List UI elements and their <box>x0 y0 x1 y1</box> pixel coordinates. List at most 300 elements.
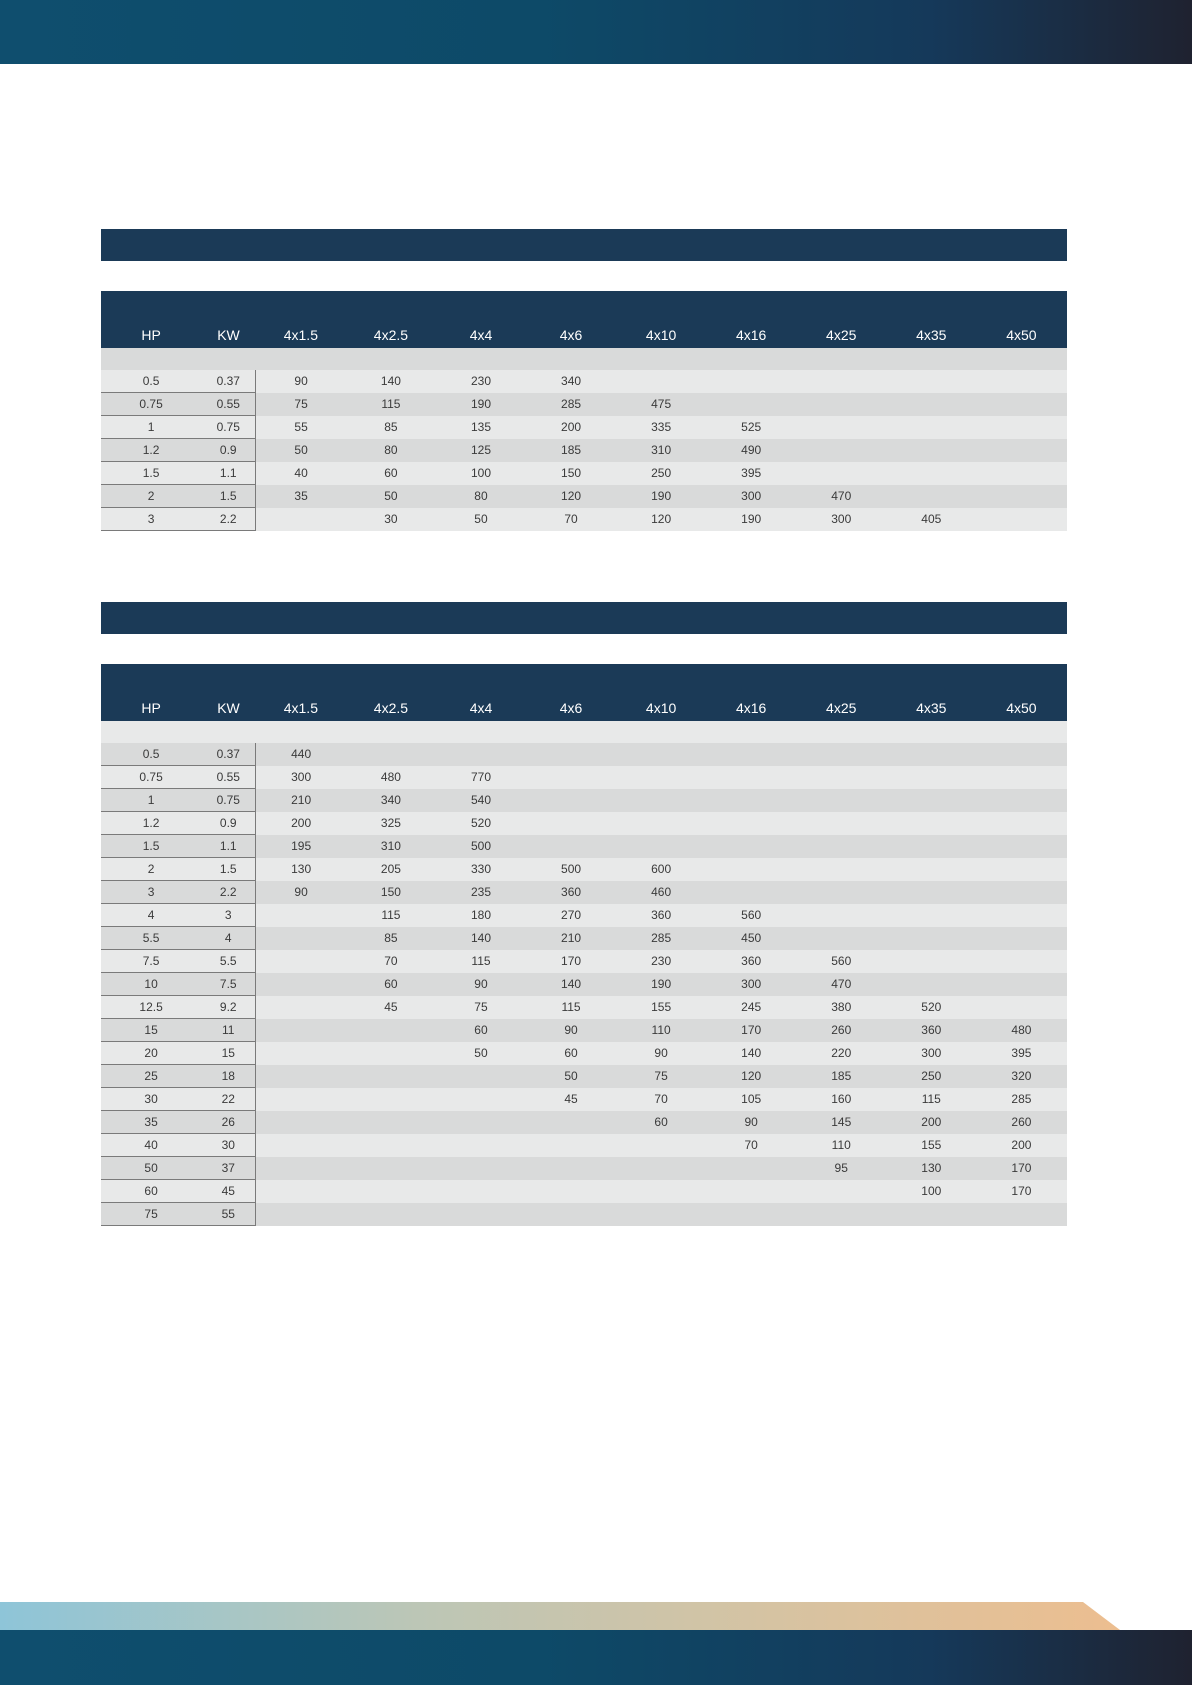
length-cell <box>796 439 886 462</box>
length-cell <box>976 508 1066 531</box>
table-row <box>101 1134 1067 1157</box>
length-cell <box>706 881 796 904</box>
length-cell <box>976 485 1066 508</box>
length-cell: 260 <box>796 1019 886 1042</box>
length-cell <box>616 789 706 812</box>
length-cell: 600 <box>616 858 706 881</box>
length-cell: 440 <box>256 743 346 766</box>
length-cell <box>796 393 886 416</box>
table-row <box>101 881 1067 904</box>
length-cell: 340 <box>346 789 436 812</box>
hp-cell: 50 <box>101 1157 201 1180</box>
header-4x4: 4x4 <box>436 664 526 721</box>
length-cell: 205 <box>346 858 436 881</box>
length-cell: 75 <box>436 996 526 1019</box>
cable-length-table-2 <box>101 664 1067 1226</box>
kw-cell: 1.5 <box>201 858 256 881</box>
length-cell: 210 <box>256 789 346 812</box>
table-row <box>101 950 1067 973</box>
length-cell <box>706 858 796 881</box>
table-row <box>101 996 1067 1019</box>
length-cell <box>796 743 886 766</box>
table-row <box>101 1203 1067 1226</box>
table-row <box>101 927 1067 950</box>
header-hp: HP <box>101 291 201 348</box>
kw-cell: 0.9 <box>201 439 256 462</box>
length-cell: 110 <box>616 1019 706 1042</box>
length-cell: 520 <box>436 812 526 835</box>
length-cell: 110 <box>796 1134 886 1157</box>
length-cell <box>256 1134 346 1157</box>
length-cell <box>976 950 1066 973</box>
length-cell <box>256 927 346 950</box>
length-cell <box>526 789 616 812</box>
kw-cell: 0.55 <box>201 393 256 416</box>
length-cell: 130 <box>256 858 346 881</box>
length-cell: 360 <box>526 881 616 904</box>
spacer-cell <box>101 348 201 370</box>
length-cell: 115 <box>886 1088 976 1111</box>
header-4x16: 4x16 <box>706 664 796 721</box>
length-cell <box>976 858 1066 881</box>
length-cell: 90 <box>256 370 346 393</box>
kw-cell: 0.55 <box>201 766 256 789</box>
length-cell <box>886 904 976 927</box>
length-cell <box>256 1065 346 1088</box>
hp-cell: 3 <box>101 508 201 531</box>
header-4x35: 4x35 <box>886 291 976 348</box>
kw-cell: 11 <box>201 1019 256 1042</box>
length-cell <box>796 812 886 835</box>
length-cell <box>706 393 796 416</box>
hp-cell: 4 <box>101 904 201 927</box>
length-cell: 115 <box>436 950 526 973</box>
length-cell <box>976 370 1066 393</box>
length-cell <box>976 789 1066 812</box>
length-cell <box>526 812 616 835</box>
header-4x2-5: 4x2.5 <box>346 291 436 348</box>
length-cell <box>796 927 886 950</box>
hp-cell: 30 <box>101 1088 201 1111</box>
spacer-cell <box>256 721 346 743</box>
length-cell <box>886 416 976 439</box>
length-cell <box>616 1157 706 1180</box>
length-cell <box>706 370 796 393</box>
length-cell <box>796 858 886 881</box>
length-cell: 330 <box>436 858 526 881</box>
length-cell <box>256 996 346 1019</box>
length-cell <box>346 1134 436 1157</box>
length-cell <box>256 1203 346 1226</box>
length-cell: 235 <box>436 881 526 904</box>
length-cell <box>886 950 976 973</box>
length-cell: 285 <box>976 1088 1066 1111</box>
hp-cell: 7.5 <box>101 950 201 973</box>
length-cell <box>976 416 1066 439</box>
length-cell <box>256 1042 346 1065</box>
length-cell <box>256 973 346 996</box>
table-row <box>101 1019 1067 1042</box>
length-cell <box>706 743 796 766</box>
length-cell: 140 <box>346 370 436 393</box>
spacer-cell <box>256 348 346 370</box>
length-cell <box>616 370 706 393</box>
length-cell: 500 <box>526 858 616 881</box>
kw-cell: 0.37 <box>201 743 256 766</box>
length-cell: 405 <box>886 508 976 531</box>
length-cell: 85 <box>346 927 436 950</box>
length-cell <box>436 1111 526 1134</box>
length-cell <box>886 393 976 416</box>
length-cell: 90 <box>436 973 526 996</box>
hp-cell: 0.5 <box>101 370 201 393</box>
length-cell <box>976 835 1066 858</box>
kw-cell: 0.37 <box>201 370 256 393</box>
length-cell <box>976 462 1066 485</box>
hp-cell: 1.2 <box>101 439 201 462</box>
length-cell <box>526 1157 616 1180</box>
length-cell <box>346 1088 436 1111</box>
kw-cell: 9.2 <box>201 996 256 1019</box>
length-cell <box>976 766 1066 789</box>
section-bar-table-1 <box>101 229 1067 261</box>
length-cell <box>256 1111 346 1134</box>
length-cell <box>346 1203 436 1226</box>
length-cell: 190 <box>616 485 706 508</box>
length-cell: 140 <box>706 1042 796 1065</box>
table-row <box>101 370 1067 393</box>
length-cell: 140 <box>436 927 526 950</box>
table-row <box>101 1088 1067 1111</box>
hp-cell: 1 <box>101 789 201 812</box>
header-4x6: 4x6 <box>526 664 616 721</box>
length-cell <box>256 950 346 973</box>
table-row <box>101 1065 1067 1088</box>
header-kw: KW <box>201 291 256 348</box>
length-cell <box>976 881 1066 904</box>
length-cell <box>436 1065 526 1088</box>
length-cell: 230 <box>436 370 526 393</box>
table-row <box>101 393 1067 416</box>
spacer-cell <box>616 721 706 743</box>
length-cell: 120 <box>706 1065 796 1088</box>
length-cell <box>526 835 616 858</box>
length-cell: 500 <box>436 835 526 858</box>
length-cell: 470 <box>796 485 886 508</box>
length-cell <box>886 835 976 858</box>
spacer-cell <box>526 721 616 743</box>
length-cell <box>526 1134 616 1157</box>
spacer-cell <box>526 348 616 370</box>
length-cell <box>886 927 976 950</box>
length-cell <box>616 1203 706 1226</box>
length-cell: 560 <box>706 904 796 927</box>
length-cell <box>346 1042 436 1065</box>
length-cell: 160 <box>796 1088 886 1111</box>
length-cell: 260 <box>976 1111 1066 1134</box>
length-cell <box>886 439 976 462</box>
spacer-cell <box>706 721 796 743</box>
length-cell <box>976 904 1066 927</box>
header-hp: HP <box>101 664 201 721</box>
length-cell <box>256 1157 346 1180</box>
table-row <box>101 485 1067 508</box>
table-row <box>101 835 1067 858</box>
length-cell: 320 <box>976 1065 1066 1088</box>
spacer-cell <box>796 721 886 743</box>
length-cell: 250 <box>886 1065 976 1088</box>
table-body <box>101 348 1067 531</box>
length-cell: 250 <box>616 462 706 485</box>
table-row <box>101 812 1067 835</box>
length-cell: 155 <box>616 996 706 1019</box>
header-4x6: 4x6 <box>526 291 616 348</box>
length-cell <box>256 1088 346 1111</box>
kw-cell: 15 <box>201 1042 256 1065</box>
length-cell: 220 <box>796 1042 886 1065</box>
length-cell: 85 <box>346 416 436 439</box>
length-cell <box>526 1203 616 1226</box>
length-cell: 130 <box>886 1157 976 1180</box>
kw-cell: 2.2 <box>201 508 256 531</box>
length-cell: 170 <box>976 1180 1066 1203</box>
length-cell: 125 <box>436 439 526 462</box>
length-cell <box>976 996 1066 1019</box>
kw-cell: 1.5 <box>201 485 256 508</box>
table-row <box>101 462 1067 485</box>
length-cell: 50 <box>346 485 436 508</box>
hp-cell: 60 <box>101 1180 201 1203</box>
kw-cell: 30 <box>201 1134 256 1157</box>
length-cell: 185 <box>526 439 616 462</box>
length-cell: 90 <box>616 1042 706 1065</box>
hp-cell: 35 <box>101 1111 201 1134</box>
length-cell: 340 <box>526 370 616 393</box>
spacer-row <box>101 721 1067 743</box>
length-cell: 70 <box>706 1134 796 1157</box>
length-cell <box>616 1180 706 1203</box>
header-4x1-5: 4x1.5 <box>256 664 346 721</box>
length-cell: 80 <box>346 439 436 462</box>
header-4x2-5: 4x2.5 <box>346 664 436 721</box>
length-cell <box>796 881 886 904</box>
header-4x10: 4x10 <box>616 664 706 721</box>
length-cell <box>616 1134 706 1157</box>
table-row <box>101 1180 1067 1203</box>
hp-cell: 5.5 <box>101 927 201 950</box>
length-cell <box>796 370 886 393</box>
hp-cell: 2 <box>101 858 201 881</box>
length-cell <box>706 766 796 789</box>
length-cell: 60 <box>436 1019 526 1042</box>
length-cell: 285 <box>526 393 616 416</box>
table-body <box>101 721 1067 1226</box>
kw-cell: 37 <box>201 1157 256 1180</box>
hp-cell: 1.5 <box>101 835 201 858</box>
header-4x25: 4x25 <box>796 664 886 721</box>
length-cell: 285 <box>616 927 706 950</box>
length-cell: 360 <box>706 950 796 973</box>
length-cell: 300 <box>256 766 346 789</box>
length-cell <box>436 1088 526 1111</box>
kw-cell: 3 <box>201 904 256 927</box>
length-cell: 90 <box>256 881 346 904</box>
length-cell: 105 <box>706 1088 796 1111</box>
length-cell: 140 <box>526 973 616 996</box>
cable-length-table-1 <box>101 291 1067 531</box>
length-cell: 360 <box>886 1019 976 1042</box>
length-cell: 450 <box>706 927 796 950</box>
length-cell: 50 <box>256 439 346 462</box>
length-cell: 190 <box>436 393 526 416</box>
length-cell: 470 <box>796 973 886 996</box>
spacer-cell <box>706 348 796 370</box>
length-cell: 100 <box>886 1180 976 1203</box>
length-cell: 115 <box>346 393 436 416</box>
length-cell <box>796 1203 886 1226</box>
length-cell <box>706 1203 796 1226</box>
length-cell <box>526 766 616 789</box>
length-cell: 150 <box>346 881 436 904</box>
length-cell <box>436 1157 526 1180</box>
header-row <box>101 291 1067 348</box>
spacer-cell <box>616 348 706 370</box>
length-cell <box>886 973 976 996</box>
kw-cell: 0.75 <box>201 416 256 439</box>
bottom-banner <box>0 1630 1192 1685</box>
length-cell <box>796 766 886 789</box>
hp-cell: 10 <box>101 973 201 996</box>
length-cell: 55 <box>256 416 346 439</box>
length-cell <box>616 812 706 835</box>
spacer-cell <box>976 348 1066 370</box>
table-row <box>101 1157 1067 1180</box>
length-cell <box>976 743 1066 766</box>
length-cell: 325 <box>346 812 436 835</box>
kw-cell: 18 <box>201 1065 256 1088</box>
length-cell <box>886 881 976 904</box>
length-cell: 30 <box>346 508 436 531</box>
kw-cell: 0.9 <box>201 812 256 835</box>
length-cell <box>886 370 976 393</box>
length-cell: 145 <box>796 1111 886 1134</box>
length-cell <box>346 743 436 766</box>
table-row <box>101 904 1067 927</box>
hp-cell: 2 <box>101 485 201 508</box>
kw-cell: 7.5 <box>201 973 256 996</box>
table-row <box>101 1111 1067 1134</box>
length-cell <box>436 1134 526 1157</box>
length-cell <box>886 812 976 835</box>
length-cell: 360 <box>616 904 706 927</box>
length-cell: 195 <box>256 835 346 858</box>
length-cell: 525 <box>706 416 796 439</box>
hp-cell: 75 <box>101 1203 201 1226</box>
spacer-cell <box>201 348 256 370</box>
header-row <box>101 664 1067 721</box>
length-cell: 475 <box>616 393 706 416</box>
length-cell <box>796 904 886 927</box>
length-cell: 45 <box>526 1088 616 1111</box>
length-cell <box>976 1203 1066 1226</box>
table-row <box>101 1042 1067 1065</box>
length-cell <box>256 508 346 531</box>
length-cell: 60 <box>346 462 436 485</box>
length-cell: 770 <box>436 766 526 789</box>
length-cell: 210 <box>526 927 616 950</box>
length-cell <box>976 439 1066 462</box>
spacer-cell <box>886 348 976 370</box>
length-cell: 480 <box>976 1019 1066 1042</box>
length-cell <box>256 904 346 927</box>
length-cell <box>976 973 1066 996</box>
length-cell: 300 <box>886 1042 976 1065</box>
length-cell: 150 <box>526 462 616 485</box>
kw-cell: 45 <box>201 1180 256 1203</box>
length-cell <box>436 1203 526 1226</box>
length-cell <box>796 789 886 812</box>
table-row <box>101 789 1067 812</box>
hp-cell: 20 <box>101 1042 201 1065</box>
length-cell <box>256 1180 346 1203</box>
length-cell: 200 <box>526 416 616 439</box>
table-row <box>101 766 1067 789</box>
kw-cell: 22 <box>201 1088 256 1111</box>
table-row <box>101 508 1067 531</box>
hp-cell: 1.2 <box>101 812 201 835</box>
hp-cell: 0.5 <box>101 743 201 766</box>
header-4x35: 4x35 <box>886 664 976 721</box>
length-cell: 200 <box>256 812 346 835</box>
length-cell: 310 <box>346 835 436 858</box>
length-cell <box>346 1180 436 1203</box>
spacer-cell <box>101 721 201 743</box>
hp-cell: 15 <box>101 1019 201 1042</box>
length-cell <box>796 1180 886 1203</box>
length-cell: 245 <box>706 996 796 1019</box>
hp-cell: 1.5 <box>101 462 201 485</box>
length-cell <box>706 789 796 812</box>
length-cell <box>886 485 976 508</box>
top-banner <box>0 0 1192 64</box>
hp-cell: 40 <box>101 1134 201 1157</box>
length-cell: 115 <box>346 904 436 927</box>
length-cell: 70 <box>616 1088 706 1111</box>
length-cell <box>616 835 706 858</box>
length-cell: 310 <box>616 439 706 462</box>
length-cell: 185 <box>796 1065 886 1088</box>
kw-cell: 2.2 <box>201 881 256 904</box>
length-cell: 155 <box>886 1134 976 1157</box>
kw-cell: 26 <box>201 1111 256 1134</box>
length-cell <box>976 393 1066 416</box>
kw-cell: 1.1 <box>201 835 256 858</box>
length-cell: 490 <box>706 439 796 462</box>
length-cell: 50 <box>526 1065 616 1088</box>
length-cell: 90 <box>706 1111 796 1134</box>
spacer-cell <box>346 721 436 743</box>
hp-cell: 0.75 <box>101 766 201 789</box>
length-cell: 70 <box>346 950 436 973</box>
spacer-cell <box>976 721 1066 743</box>
length-cell <box>796 835 886 858</box>
header-4x50: 4x50 <box>976 664 1066 721</box>
hp-cell: 1 <box>101 416 201 439</box>
section-bar-table-2 <box>101 602 1067 634</box>
length-cell <box>796 462 886 485</box>
kw-cell: 4 <box>201 927 256 950</box>
length-cell <box>706 835 796 858</box>
